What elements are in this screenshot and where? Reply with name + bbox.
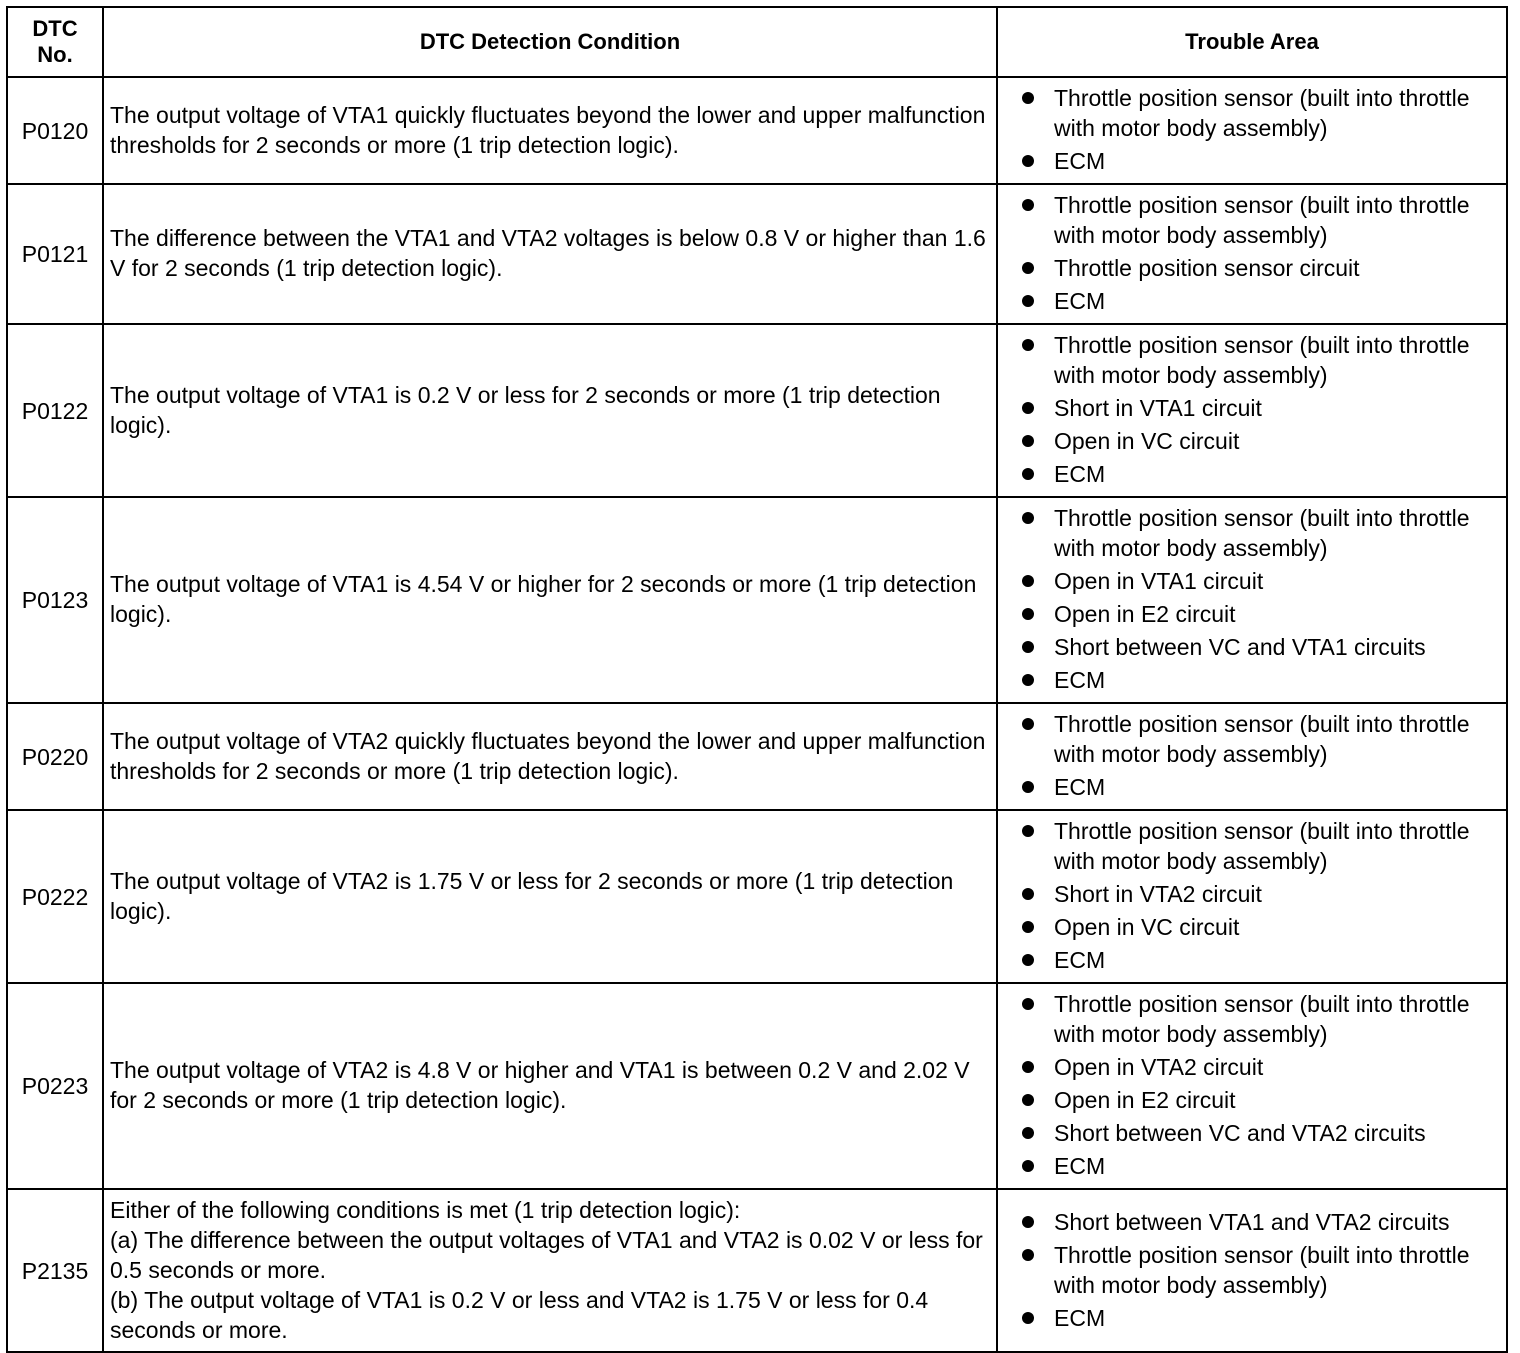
bullet-icon xyxy=(1022,1249,1034,1261)
bullet-icon xyxy=(1022,888,1034,900)
trouble-area-item xyxy=(1022,1151,1502,1181)
bullet-icon xyxy=(1022,512,1034,524)
trouble-area-item xyxy=(1022,772,1502,802)
trouble-area-text: Short between VC and VTA2 circuits xyxy=(1054,1120,1426,1146)
trouble-area-text: Open in E2 circuit xyxy=(1054,1087,1236,1113)
condition-line: The output voltage of VTA2 is 4.8 V or higher and VTA1 is between 0.2 V and 2.02 V for 2 seconds or more (1 trip detection logic). xyxy=(110,1057,970,1113)
trouble-area-text: Throttle position sensor (built into throttle with motor body assembly) xyxy=(1054,711,1470,767)
condition-line: The output voltage of VTA1 is 0.2 V or less for 2 seconds or more (1 trip detection logic). xyxy=(110,381,941,438)
trouble-area xyxy=(997,703,1507,810)
dtc-code: P0120 xyxy=(7,77,103,184)
dtc-code: P2135 xyxy=(7,1189,103,1352)
trouble-area-text: ECM xyxy=(1054,774,1106,800)
bullet-icon xyxy=(1022,954,1034,966)
bullet-icon xyxy=(1022,262,1034,274)
trouble-area-item xyxy=(1022,83,1502,143)
detection-condition xyxy=(103,703,997,810)
trouble-area xyxy=(997,983,1507,1189)
bullet-icon xyxy=(1022,781,1034,793)
trouble-area-text: Throttle position sensor (built into throttle with motor body assembly) xyxy=(1054,332,1470,388)
bullet-icon xyxy=(1022,1160,1034,1172)
trouble-area-text: Short in VTA1 circuit xyxy=(1054,395,1262,421)
trouble-area-item xyxy=(1022,426,1502,456)
dtc-table xyxy=(6,6,1508,1353)
table-row xyxy=(7,497,1507,703)
bullet-icon xyxy=(1022,575,1034,587)
trouble-area-item xyxy=(1022,1118,1502,1148)
trouble-area-item xyxy=(1022,816,1502,876)
trouble-area-text: Open in E2 circuit xyxy=(1054,601,1236,627)
trouble-area-text: ECM xyxy=(1054,1304,1106,1331)
dtc-code: P0220 xyxy=(7,703,103,810)
trouble-area-item xyxy=(1022,1207,1502,1237)
detection-condition xyxy=(103,810,997,983)
bullet-icon xyxy=(1022,155,1034,167)
bullet-icon xyxy=(1022,1061,1034,1073)
bullet-icon xyxy=(1022,1094,1034,1106)
trouble-area-text: Throttle position sensor circuit xyxy=(1054,255,1360,281)
trouble-area-text: ECM xyxy=(1054,1153,1106,1179)
bullet-icon xyxy=(1022,674,1034,686)
trouble-area-text: Throttle position sensor (built into throttle with motor body assembly) xyxy=(1054,818,1470,874)
table-row xyxy=(7,810,1507,983)
trouble-area-item xyxy=(1022,146,1502,176)
trouble-area-item xyxy=(1022,190,1502,250)
detection-condition xyxy=(103,983,997,1189)
bullet-icon xyxy=(1022,435,1034,447)
dtc-code: P0122 xyxy=(7,324,103,497)
trouble-area-text: ECM xyxy=(1054,288,1106,314)
trouble-area-item xyxy=(1022,945,1502,975)
trouble-area-item xyxy=(1022,989,1502,1049)
condition-line: The output voltage of VTA1 quickly fluctuates beyond the lower and upper malfunction thresholds for 2 seconds or more (1 trip detection logic). xyxy=(110,101,986,158)
trouble-area-item xyxy=(1022,632,1502,662)
trouble-area xyxy=(997,77,1507,184)
bullet-icon xyxy=(1022,1312,1034,1324)
dtc-code: P0121 xyxy=(7,184,103,324)
trouble-area-item xyxy=(1022,879,1502,909)
trouble-area-item xyxy=(1022,503,1502,563)
table-row xyxy=(7,983,1507,1189)
bullet-icon xyxy=(1022,641,1034,653)
trouble-area-item xyxy=(1022,330,1502,390)
condition-line: The output voltage of VTA2 is 1.75 V or less for 2 seconds or more (1 trip detection logic). xyxy=(110,867,954,924)
trouble-area-item xyxy=(1022,1240,1502,1300)
trouble-area xyxy=(997,1189,1507,1352)
detection-condition xyxy=(103,77,997,184)
condition-line: The output voltage of VTA1 is 4.54 V or higher for 2 seconds or more (1 trip detection logic). xyxy=(110,571,977,627)
dtc-code: P0222 xyxy=(7,810,103,983)
bullet-icon xyxy=(1022,468,1034,480)
bullet-icon xyxy=(1022,718,1034,730)
trouble-area-item xyxy=(1022,1085,1502,1115)
header-dtc-no: DTC No. xyxy=(7,7,103,77)
table-row xyxy=(7,77,1507,184)
trouble-area-text: Open in VTA2 circuit xyxy=(1054,1054,1264,1080)
trouble-area-text: Open in VC circuit xyxy=(1054,428,1240,454)
trouble-area-item xyxy=(1022,912,1502,942)
detection-condition xyxy=(103,184,997,324)
bullet-icon xyxy=(1022,402,1034,414)
condition-line: (b) The output voltage of VTA1 is 0.2 V or less and VTA2 is 1.75 V or less for 0.4 seconds or more. xyxy=(110,1286,929,1343)
table-row xyxy=(7,1189,1507,1352)
table-row xyxy=(7,324,1507,497)
bullet-icon xyxy=(1022,199,1034,211)
trouble-area xyxy=(997,184,1507,324)
trouble-area-item xyxy=(1022,599,1502,629)
bullet-icon xyxy=(1022,92,1034,104)
detection-condition xyxy=(103,497,997,703)
trouble-area-item xyxy=(1022,459,1502,489)
trouble-area-text: Throttle position sensor (built into throttle with motor body assembly) xyxy=(1054,505,1470,561)
trouble-area-item xyxy=(1022,286,1502,316)
trouble-area-item xyxy=(1022,566,1502,596)
bullet-icon xyxy=(1022,998,1034,1010)
dtc-code: P0223 xyxy=(7,983,103,1189)
trouble-area-text: Open in VTA1 circuit xyxy=(1054,568,1264,594)
trouble-area-text: ECM xyxy=(1054,667,1106,693)
trouble-area-text: Throttle position sensor (built into throttle with motor body assembly) xyxy=(1054,85,1470,141)
detection-condition xyxy=(103,324,997,497)
trouble-area-text: Throttle position sensor (built into throttle with motor body assembly) xyxy=(1054,991,1470,1047)
bullet-icon xyxy=(1022,825,1034,837)
trouble-area-text: Open in VC circuit xyxy=(1054,914,1240,940)
trouble-area-text: Short between VTA1 and VTA2 circuits xyxy=(1054,1208,1450,1235)
condition-line: Either of the following conditions is met (1 trip detection logic): xyxy=(110,1196,741,1223)
bullet-icon xyxy=(1022,295,1034,307)
condition-line: The difference between the VTA1 and VTA2 voltages is below 0.8 V or higher than 1.6 V for 2 seconds (1 trip detection logic). xyxy=(110,225,986,281)
condition-line: The output voltage of VTA2 quickly fluctuates beyond the lower and upper malfunction thresholds for 2 seconds or more (1 trip detection logic). xyxy=(110,727,986,784)
trouble-area-text: Throttle position sensor (built into throttle with motor body assembly) xyxy=(1054,1241,1470,1298)
bullet-icon xyxy=(1022,339,1034,351)
trouble-area-item xyxy=(1022,253,1502,283)
trouble-area-text: Short between VC and VTA1 circuits xyxy=(1054,634,1426,660)
trouble-area-item xyxy=(1022,709,1502,769)
header-condition: DTC Detection Condition xyxy=(103,7,997,77)
trouble-area-text: Short in VTA2 circuit xyxy=(1054,881,1262,907)
trouble-area-text: Throttle position sensor (built into throttle with motor body assembly) xyxy=(1054,192,1470,248)
bullet-icon xyxy=(1022,921,1034,933)
trouble-area-text: ECM xyxy=(1054,461,1106,487)
trouble-area-text: ECM xyxy=(1054,148,1106,174)
trouble-area-item xyxy=(1022,1303,1502,1333)
trouble-area-item xyxy=(1022,393,1502,423)
trouble-area-item xyxy=(1022,1052,1502,1082)
table-row xyxy=(7,703,1507,810)
condition-line: (a) The difference between the output voltages of VTA1 and VTA2 is 0.02 V or less for 0.5 seconds or more. xyxy=(110,1226,983,1283)
header-row xyxy=(7,7,1507,77)
trouble-area-text: ECM xyxy=(1054,947,1106,973)
trouble-area-item xyxy=(1022,665,1502,695)
detection-condition xyxy=(103,1189,997,1352)
dtc-code: P0123 xyxy=(7,497,103,703)
bullet-icon xyxy=(1022,608,1034,620)
trouble-area xyxy=(997,324,1507,497)
table-row xyxy=(7,184,1507,324)
bullet-icon xyxy=(1022,1216,1034,1228)
trouble-area xyxy=(997,810,1507,983)
header-trouble-area: Trouble Area xyxy=(997,7,1507,77)
trouble-area xyxy=(997,497,1507,703)
bullet-icon xyxy=(1022,1127,1034,1139)
